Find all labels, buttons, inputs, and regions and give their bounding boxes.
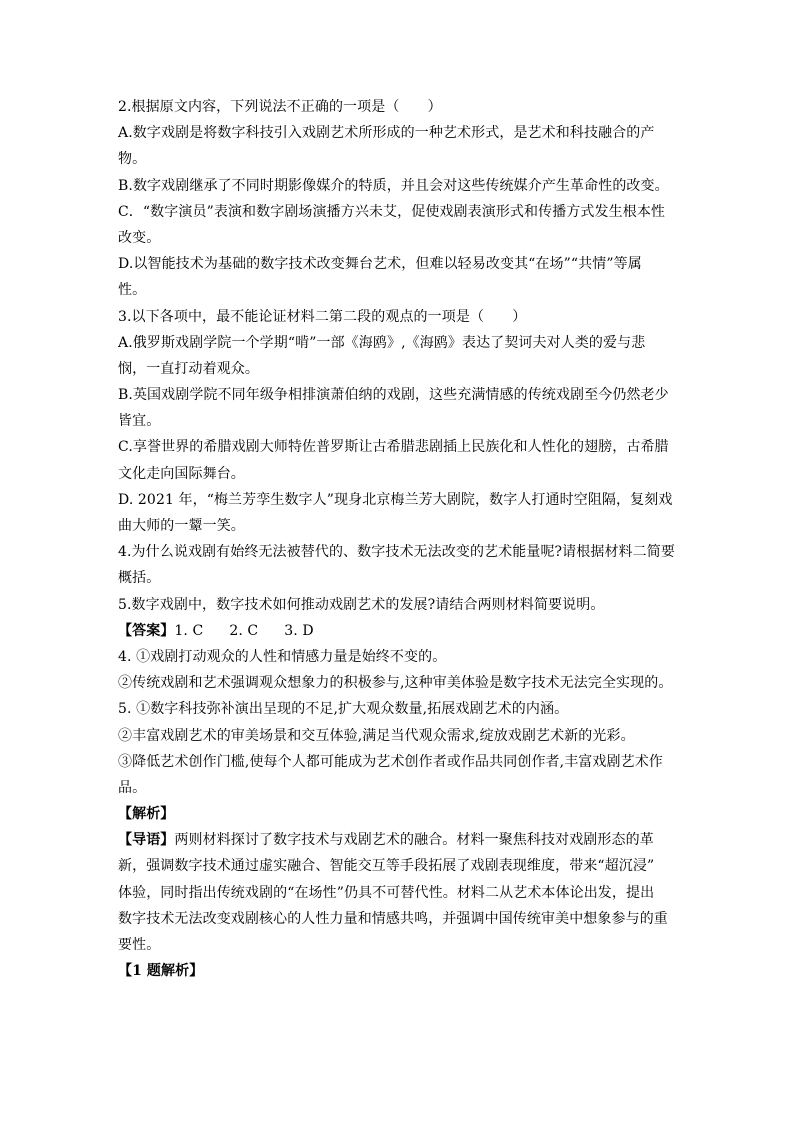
- answer-q5-point-1: 5. ①数字科技弥补演出呈现的不足,扩大观众数量,拓展戏剧艺术的内涵。: [118, 701, 569, 718]
- document-page: [118, 94, 678, 984]
- q5-stem: 5.数字戏剧中，数字技术如何推动戏剧艺术的发展?请结合两则材料简要说明。: [118, 596, 605, 613]
- q3-option-b: B.英国戏剧学院不同年级争相排演萧伯纳的戏剧，这些充满情感的传统戏剧至今仍然老少: [118, 387, 669, 404]
- answer-q5-point-3: ③降低艺术创作门槛,使每个人都可能成为艺术创作者或作品共同创作者,丰富戏剧艺术作: [118, 753, 663, 770]
- guide-label: 【导语】: [118, 832, 175, 849]
- q2-option-d-cont: 性。: [118, 282, 147, 299]
- q3-option-d: D. 2021 年，“梅兰芳孪生数字人”现身北京梅兰芳大剧院，数字人打通时空阻隔，复刻戏: [118, 491, 673, 508]
- q2-option-a: A.数字戏剧是将数字科技引入戏剧艺术所形成的一种艺术形式，是艺术和科技融合的产: [118, 125, 655, 142]
- q2-option-c-cont: 改变。: [118, 229, 161, 246]
- q3-option-a-cont: 悯，一直打动着观众。: [118, 360, 259, 377]
- q2-option-c: C．“数字演员”表演和数字剧场演播方兴未艾，促使戏剧表演形式和传播方式发生根本性: [118, 203, 666, 220]
- q3-option-b-cont: 皆宜。: [118, 413, 161, 430]
- guide-line-1: [118, 827, 678, 853]
- guide-line-4: 数字技术无法改变戏剧核心的人性力量和情感共鸣，并强调中国传统审美中想象参与的重: [118, 910, 668, 927]
- q3-option-c-cont: 文化走向国际舞台。: [118, 465, 245, 482]
- guide-text-1: 两则材料探讨了数字技术与戏剧艺术的融合。材料一聚焦科技对戏剧形态的革: [174, 832, 654, 849]
- guide-line-2: 新，强调数字技术通过虚实融合、智能交互等手段拓展了戏剧表现维度，带来“超沉浸”: [118, 858, 655, 875]
- q4-stem-cont: 概括。: [118, 570, 161, 587]
- q3-option-a: A.俄罗斯戏剧学院一个学期“啃”一部《海鸥》,《海鸥》表达了契诃夫对人类的爱与悲: [118, 334, 646, 351]
- q2-option-b: B.数字戏剧继承了不同时期影像媒介的特质，并且会对这些传统媒介产生革命性的改变。: [118, 177, 669, 194]
- q2-option-a-cont: 物。: [118, 151, 147, 168]
- answer-3: 3. D: [284, 622, 314, 639]
- q3-option-d-cont: 曲大师的一颦一笑。: [118, 518, 245, 534]
- answer-q4-point-2: ②传统戏剧和艺术强调观众想象力的积极参与,这种审美体验是数字技术无法完全实现的。: [118, 675, 673, 692]
- q1-analysis-heading: 【1 题解析】: [118, 963, 204, 980]
- analysis-heading: 【解析】: [118, 806, 175, 823]
- q4-stem: 4.为什么说戏剧有始终无法被替代的、数字技术无法改变的艺术能量呢?请根据材料二简要: [118, 544, 675, 561]
- q2-option-d: D.以智能技术为基础的数字技术改变舞台艺术，但难以轻易改变其“在场”“共情”等属: [118, 256, 642, 273]
- q3-option-c: C.享誉世界的希腊戏剧大师特佐普罗斯让古希腊悲剧插上民族化和人性化的翅膀，古希腊: [118, 439, 669, 456]
- answer-2: 2. C: [229, 622, 259, 639]
- answer-q5-point-3-cont: 品。: [118, 779, 147, 796]
- answer-q5-point-2: ②丰富戏剧艺术的审美场景和交互体验,满足当代观众需求,绽放戏剧艺术新的光彩。: [118, 727, 635, 744]
- answer-label: 【答案】: [118, 622, 175, 639]
- answer-1: 1. C: [174, 622, 204, 639]
- answer-line: [118, 618, 678, 644]
- guide-line-5: 要性。: [118, 937, 161, 953]
- q3-stem: 3.以下各项中，最不能论证材料二第二段的观点的一项是（ ）: [118, 308, 527, 325]
- q2-stem: 2.根据原文内容，下列说法不正确的一项是（ ）: [118, 99, 442, 115]
- answer-q4-point-1: 4. ①戏剧打动观众的人性和情感力量是始终不变的。: [118, 648, 447, 665]
- guide-line-3: 体验，同时指出传统戏剧的“在场性”仍具不可替代性。材料二从艺术本体论出发，提出: [118, 884, 655, 901]
